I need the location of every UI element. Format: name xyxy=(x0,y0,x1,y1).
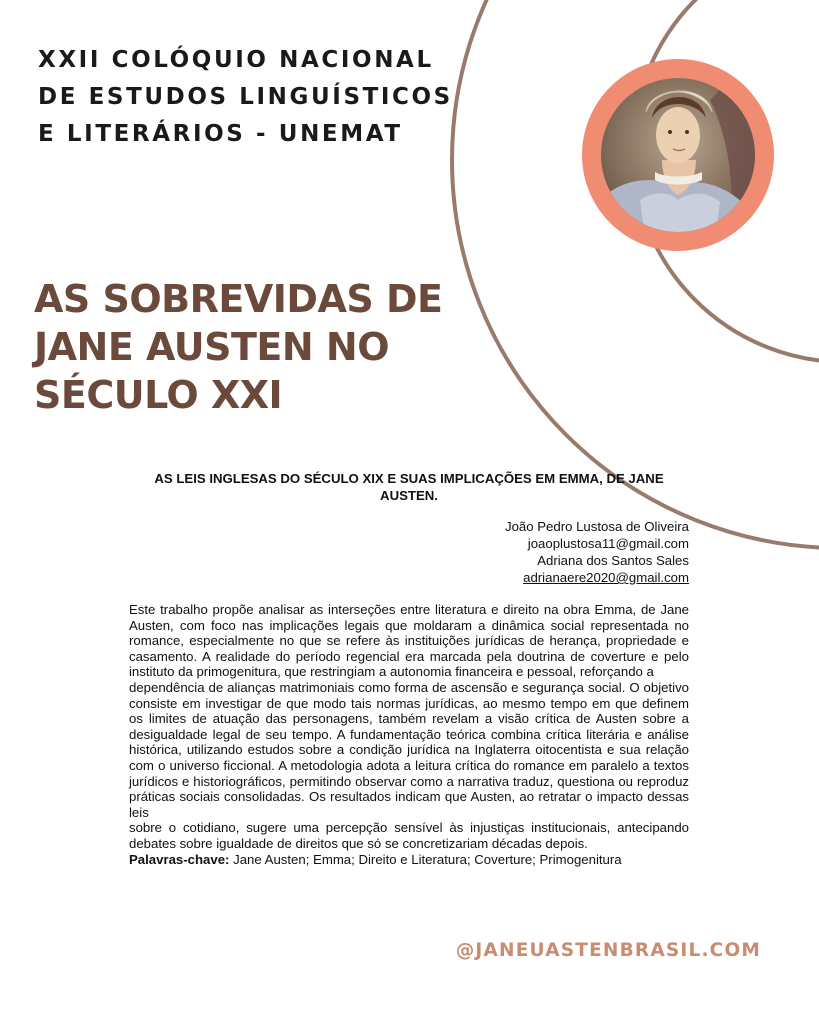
author-block xyxy=(129,518,689,586)
abstract-paragraph: dependência de alianças matrimoniais como forma de ascensão e segurança social. O objetivo consiste em investigar de que modo tais normas jurídicas, ao mesmo tempo em que definem os limites de atuação das personagens, também revelam a visão crítica de Austen sobre a desigualdade legal de seu tempo. A fundamentação teórica combina crítica literária e análise histórica, utilizando estudos sobre a condição jurídica na Inglaterra oitocentista e sua relação com o universo ficcional. A metodologia adota a leitura crítica do romance em paralelo a textos jurídicos e historiográficos, permitindo observar como a narrativa traduz, questiona ou reproduz práticas sociais consolidadas. Os resultados indicam que Austen, ao retratar o impacto dessas leis xyxy=(129,679,689,820)
event-title-line: DE ESTUDOS LINGUÍSTICOS xyxy=(38,84,453,110)
author-name: Adriana dos Santos Sales xyxy=(537,553,689,568)
event-title xyxy=(38,42,453,153)
event-title-line: E LITERÁRIOS - UNEMAT xyxy=(38,121,403,147)
author-name: João Pedro Lustosa de Oliveira xyxy=(504,519,689,534)
paper-title: AS LEIS INGLESAS DO SÉCULO XIX E SUAS IMPLICAÇÕES EM EMMA, DE JANE AUSTEN. xyxy=(154,471,664,503)
main-title-line: JANE AUSTEN NO xyxy=(34,325,390,369)
abstract-document xyxy=(129,470,689,868)
author-email[interactable]: adrianaere2020@gmail.com xyxy=(523,570,689,585)
keywords-line xyxy=(129,852,689,868)
abstract-paragraph: Este trabalho propõe analisar as interseções entre literatura e direito na obra Emma, de Jane Austen, com foco nas implicações legais que moldaram a dinâmica social representada no romance, especialmente no que se refere às instituições jurídicas de herança, propriedade e casamento. A realidade do período regencial era marcada pela doutrina de coverture e pelo instituto da primogenitura, que restringiam a autonomia financeira e pessoal, reforçando a xyxy=(129,602,689,680)
main-title-line: AS SOBREVIDAS DE xyxy=(34,277,443,321)
abstract-paragraph: sobre o cotidiano, sugere uma percepção sensível às injustiças institucionais, antecipando debates sobre igualdade de direitos que só se concretizariam décadas depois. xyxy=(129,820,689,851)
author-email[interactable]: joaoplustosa11@gmail.com xyxy=(527,536,689,551)
main-title-line: SÉCULO XXI xyxy=(34,373,283,417)
main-title xyxy=(34,275,442,419)
event-title-line: XXII COLÓQUIO NACIONAL xyxy=(38,47,434,73)
keywords-list: Jane Austen; Emma; Direito e Literatura; Coverture; Primogenitura xyxy=(233,851,622,867)
social-handle[interactable]: @JANEUASTENBRASIL.COM xyxy=(455,940,761,961)
abstract-body xyxy=(129,602,689,852)
keywords-label: Palavras-chave: xyxy=(129,851,230,867)
